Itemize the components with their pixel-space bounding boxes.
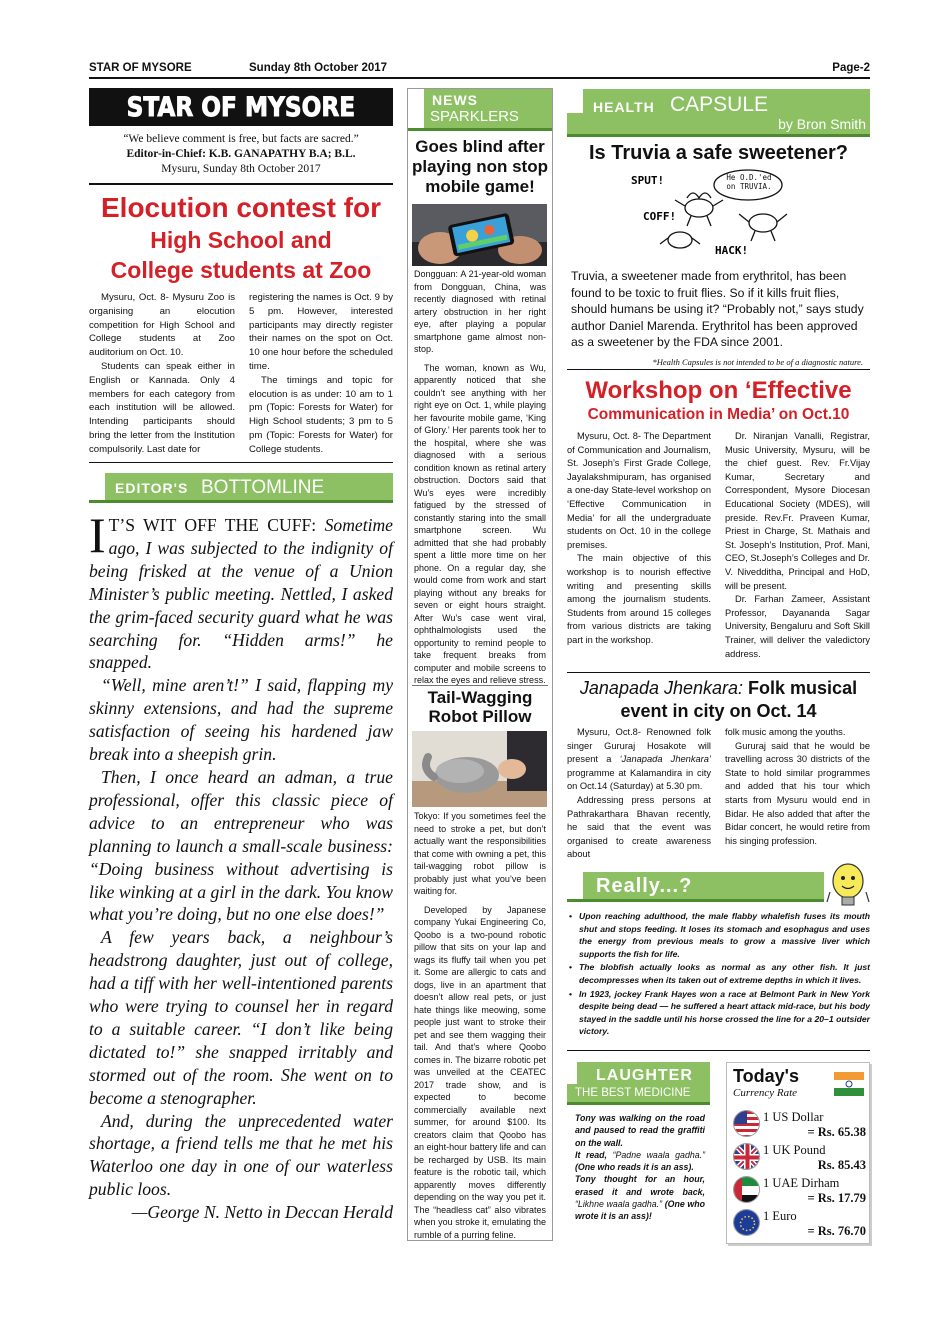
editors-paragraph: Then, I once heard an adman, a true professional, offer this classic piece of advice to an entrepreneur who was planning to launch a small-scale business: “Doing business without advertising is like winking at a girl in the dark. You know what you’re doing, but no one else does!” bbox=[89, 766, 393, 925]
janapada-intro: Mysuru, Oct.8- Renowned folk singer Gururaj Hosakote will present a bbox=[567, 727, 711, 765]
janapada-paragraph: Gururaj said that he would be travelling across 30 districts of the State to hold similar programmes and added that his tour which starts from Mysuru would end in Bidar. He also added that after the Bidar concert, he would retire from his singing profession. bbox=[725, 740, 870, 846]
janapada-intro-rest: programme at Kalamandira in city on Oct.14 (Saturday) at 5.30 pm. bbox=[567, 767, 711, 792]
really-banner bbox=[567, 872, 824, 902]
laughter-line: Tony was walking on the road and paused to read the graffiti on the wall. bbox=[575, 1113, 705, 1148]
really-facts-list bbox=[567, 910, 870, 1039]
elocution-column-1 bbox=[89, 291, 235, 457]
us-flag-icon bbox=[733, 1110, 760, 1137]
uk-flag bbox=[734, 1144, 760, 1170]
janapada-paragraph: folk music among the youths. bbox=[725, 727, 846, 737]
really-fact-item: • Upon reaching adulthood, the male flabby whalefish fuses its mouth shut and stops feeding. It loses its stomach and esophagus and uses the energy from previous meals to grow a massive liver which supports the fish for life. bbox=[567, 910, 870, 960]
workshop-rule bbox=[567, 672, 870, 673]
laughter-text-part: It read, bbox=[575, 1149, 613, 1160]
health-label-light: CAPSULE bbox=[670, 93, 769, 116]
banner-notch bbox=[567, 1062, 577, 1084]
laughter-graffiti-1: “Padne waala gadha.” bbox=[612, 1149, 705, 1160]
laughter-banner bbox=[567, 1062, 710, 1105]
laughter-text-part: (One who wrote it is an ass)! bbox=[575, 1199, 706, 1222]
workshop-column-1 bbox=[567, 430, 711, 648]
health-label-bold: HEALTH bbox=[593, 99, 655, 115]
elocution-headline-line3: College students at Zoo bbox=[110, 257, 372, 283]
masthead-logo-text: STAR OF MYSORE bbox=[126, 91, 356, 123]
editors-label-bold: EDITOR'S bbox=[115, 480, 189, 496]
elocution-paragraph: Mysuru, Oct. 8- Mysuru Zoo is organising an elocution competition for High School and College students at Zoo auditorium on Oct. 10. bbox=[89, 292, 235, 359]
uk-flag-icon bbox=[733, 1143, 760, 1170]
laughter-graffiti-2: “Likhne waala gadha.” bbox=[575, 1199, 663, 1210]
currency-value: = Rs. 65.38 bbox=[807, 1125, 866, 1139]
masthead-logo bbox=[89, 88, 393, 126]
masthead-dateline: Mysuru, Sunday 8th October 2017 bbox=[161, 163, 321, 175]
janapada-column-1 bbox=[567, 726, 711, 862]
elocution-column-2 bbox=[249, 291, 393, 457]
laughter-label: LAUGHTER bbox=[596, 1067, 693, 1084]
editors-bottomline-banner bbox=[89, 473, 393, 503]
news-label-bold: NEWS bbox=[432, 92, 478, 108]
really-fact-item: • In 1923, jockey Frank Hayes won a race at Belmont Park in New York despite being dead — he suffered a heart attack mid-race, but his body stayed in the saddle until his horse crossed the line for a 20–1 outsider victory. bbox=[567, 988, 870, 1038]
janapada-headline-line2: event in city on Oct. 14 bbox=[620, 701, 817, 721]
editors-lead-paragraph bbox=[89, 507, 393, 674]
elocution-rule bbox=[89, 462, 393, 463]
health-headline: Is Truvia a safe sweetener? bbox=[588, 142, 849, 164]
editors-lead-rest: Sometime ago, I was subjected to the indignity of being frisked at the venue of a Union Minister’s public meeting. Nettled, I asked the grim-faced security guard what he was searching for. “Hidden arms!” he snapped. bbox=[89, 515, 393, 673]
masthead-info bbox=[89, 132, 393, 177]
cartoon-hack-text: HACK! bbox=[715, 244, 749, 257]
currency-value: = Rs. 17.79 bbox=[807, 1191, 866, 1205]
news-paragraph: Developed by Japanese company Yukai Engineering Co, Qoobo is a two-pound robotic pillow that sits on your lap and wags its fluffy tail when you pet it. Some are allergic to cats and dogs, live in an apartment that doesn’t allow real pets, or just hate things like meowing, some people just want to stroke their pet and see them wagging their tail. And that’s where Qoobo comes in. The bizarre robotic pet was unveiled at the CEATEC 2017 trade show, and is expected to become commercially available next summer, for around $100. Its creators claim that Qoobo has an eight-hour battery life and can be recharged by USB. Its main feature is the robotic tail, which apparently moves differently depending on the way you pet it. The “headless cat” also vibrates when you stroke it, emulating the rumble of a purring feline. bbox=[414, 904, 546, 1240]
elocution-paragraph: registering the names is Oct. 9 by 5 pm. However, interested participants may directly register their names on the spot on Oct. 10 one hour before the scheduled time. bbox=[249, 292, 393, 372]
banner-notch bbox=[89, 473, 105, 500]
uae-flag bbox=[734, 1177, 760, 1203]
header-rule bbox=[89, 77, 870, 79]
lightbulb-icon bbox=[826, 862, 870, 910]
editors-paragraph: A few years back, a neighbour’s headstrong daughter, just out of college, had a tiff with her well-intentioned parents who were trying to counsel her in regard to a suitable career. “I don’t like being dictated to!” she snapped irritably and stormed out of the room. She went on to become a stenographer. bbox=[89, 927, 393, 1108]
editors-paragraph: And, during the unprecedented water shortage, a friend tells me that he met his Waterloo one day in one of our waterless public loos. bbox=[89, 1110, 393, 1200]
janapada-paragraph: Addressing press persons at Pathrakarthara Bhavan recently, he said that the event was organised to create awareness about bbox=[567, 794, 711, 860]
health-disclaimer: *Health Capsules is not intended to be of a diagnostic nature. bbox=[652, 357, 863, 367]
editors-lead-caps: T’S WIT OFF THE CUFF: bbox=[108, 515, 317, 535]
janapada-programme-title: ‘Janapada Jhenkara’ bbox=[619, 754, 711, 765]
laughter-text-part: (One who reads it is an ass). bbox=[575, 1162, 694, 1173]
currency-row-usd bbox=[733, 1110, 868, 1142]
currency-name: 1 US Dollar bbox=[763, 1110, 824, 1124]
editors-dropcap: I bbox=[89, 507, 106, 563]
workshop-paragraph: Dr. Niranjan Vanalli, Registrar, Music University, Mysuru, will be the chief guest. Rev. Fr.Vijay Kumar, Secretary and Correspondent, Mysore Diocesan Educational Society (MDES), will preside. Rev.Fr. Praveen Kumar, Priest in Charge, St. Mathais and St. Joseph’s Institution, Prof. Mani, CEO, St.Joseph’s Colleges and Dr. V. Nivedditha, Principal and HoD, will be present. bbox=[725, 431, 870, 591]
currency-name: 1 UAE Dirham bbox=[763, 1176, 840, 1190]
elocution-paragraph: Students can speak either in English or Kannada. Only 4 members for each category from each institution will be allowed. Intending participants should bring the letter from the Institution compulsorily. Last date for bbox=[89, 360, 235, 455]
banner-notch bbox=[567, 872, 583, 899]
editors-label-light: BOTTOMLINE bbox=[201, 477, 325, 498]
news-label-light: SPARKLERS bbox=[430, 108, 519, 125]
elocution-headline bbox=[89, 191, 393, 285]
currency-subtitle: Currency Rate bbox=[733, 1087, 798, 1099]
banner-notch bbox=[408, 89, 424, 128]
currency-value: = Rs. 76.70 bbox=[807, 1224, 866, 1238]
india-flag-icon bbox=[834, 1069, 864, 1099]
janapada-headline bbox=[567, 677, 870, 723]
news-paragraph: Dongguan: A 21-year-old woman from Dongguan, China, was recently diagnosed with retinal artery obstruction in her right eye, after playing a popular smartphone game almost non-stop. bbox=[414, 269, 546, 354]
news-paragraph: Tokyo: If you sometimes feel the need to stroke a pet, but don’t actually want the responsibilities that come with owning a pet, this tail-wagging robot pillow is probably just what you’ve been waiting for. bbox=[414, 811, 546, 896]
news-story2-body bbox=[414, 810, 546, 1241]
news-story-divider bbox=[412, 685, 548, 686]
editors-paragraph: “Well, mine aren’t!” I said, flapping my skinny extensions, and had the supreme satisfaction of seeing his hardened jaw break into a sheepish grin. bbox=[89, 675, 393, 765]
currency-row-gbp bbox=[733, 1143, 868, 1175]
running-header bbox=[89, 62, 870, 78]
cartoon-speech-text: He O.D.'ed on TRUVIA. bbox=[726, 173, 772, 191]
news-story1-body bbox=[414, 268, 546, 687]
laughter-line bbox=[575, 1173, 705, 1222]
currency-name: 1 UK Pound bbox=[763, 1143, 826, 1157]
health-capsule-banner bbox=[567, 89, 870, 137]
masthead-editor: Editor-in-Chief: K.B. GANAPATHY B.A; B.L. bbox=[126, 148, 356, 160]
banner-notch bbox=[567, 89, 583, 113]
robot-pillow-photo bbox=[412, 731, 547, 807]
health-body: Truvia, a sweetener made from erythritol, has been found to be toxic to fruit flies. So if it kills fruit flies, should humans be using it? “Probably not,” says study author Daniel Marenda. Erythritol has been approved as a sweetener by the FDA since 2001. bbox=[571, 269, 864, 350]
workshop-column-2 bbox=[725, 430, 870, 661]
news-story2-headline: Tail-Wagging Robot Pillow bbox=[427, 688, 533, 726]
workshop-paragraph: Mysuru, Oct. 8- The Department of Communication and Journalism, St. Joseph’s First Grade College, Jayalakshmipuram, has organised a one-day State-level workshop on ‘Effective Communication in Media’ for all the undergraduate students on Oct. 10 in the college premises. bbox=[567, 431, 711, 550]
masthead-rule bbox=[89, 183, 393, 185]
robot-pillow-illustration bbox=[412, 731, 547, 807]
header-paper-name: STAR OF MYSORE bbox=[89, 62, 192, 74]
india-flag bbox=[834, 1069, 864, 1099]
currency-title: Today's bbox=[733, 1066, 799, 1086]
laughter-text-part: Tony thought for an hour, erased it and wrote back, bbox=[575, 1174, 705, 1197]
header-page-number: Page-2 bbox=[832, 62, 870, 74]
us-flag bbox=[734, 1111, 760, 1137]
currency-value: Rs. 85.43 bbox=[817, 1158, 866, 1172]
gaming-phone-photo bbox=[412, 204, 547, 266]
eu-flag bbox=[734, 1210, 760, 1236]
currency-row-eur bbox=[733, 1209, 868, 1241]
laughter-body bbox=[575, 1112, 705, 1223]
uae-flag-icon bbox=[733, 1176, 760, 1203]
really-fact-item: • The blobfish actually looks as normal as any other fish. It just decompresses when its taken out of extreme depths in which it lives. bbox=[567, 961, 870, 986]
header-date: Sunday 8th October 2017 bbox=[249, 62, 388, 74]
truvia-cartoon-drawing bbox=[625, 168, 825, 260]
currency-name: 1 Euro bbox=[763, 1209, 797, 1223]
laughter-line bbox=[575, 1149, 705, 1174]
janapada-headline-bold: Folk musical bbox=[748, 678, 858, 698]
editors-bottomline-body bbox=[89, 507, 393, 1224]
workshop-subhead: Communication in Media’ on Oct.10 bbox=[587, 406, 850, 423]
cartoon-sput-text: SPUT! bbox=[631, 174, 665, 187]
news-sparklers-banner bbox=[408, 89, 552, 131]
elocution-paragraph: The timings and topic for elocution is as under: 10 am to 1 pm (Topic: Forests for Water) for High School students; 3 pm to 5 pm (Topic: Forests for Water) for College students. bbox=[249, 374, 393, 455]
laughter-sublabel: THE BEST MEDICINE bbox=[575, 1087, 691, 1099]
masthead-motto: “We believe comment is free, but facts are sacred.” bbox=[123, 133, 359, 145]
gaming-phone-illustration bbox=[412, 204, 547, 266]
news-story1-headline: Goes blind after playing non stop mobile game! bbox=[412, 137, 548, 196]
really-label: Really...? bbox=[596, 875, 693, 897]
news-paragraph: The woman, known as Wu, apparently noticed that she couldn’t see anything with her right eye on Oct. 1, while playing her favourite mobile game, ‘King of Glory.’ Her parents took her to the hospital, where she was diagnosed with a serious condition known as retinal artery obstruction. Doctors said that Wu’s eyes were incredibly fatigued by the stressed of constantly staring into the small smartphone screen. Wu admitted that she had probably spent a little more time on her phone. On a regular day, she would come from work and start playing without any breaks for seven or eight hours straight. After Wu’s case went viral, ophthalmologists used the opportunity to remind people to take frequent breaks from computer and mobile screens to relax the eyes and relieve stress. bbox=[414, 362, 546, 685]
janapada-headline-line1 bbox=[567, 677, 870, 700]
elocution-headline-line2: High School and bbox=[150, 227, 332, 253]
janapada-paragraph bbox=[567, 726, 711, 794]
workshop-headline-line1: Workshop on ‘Effective bbox=[585, 377, 852, 404]
currency-row-aed bbox=[733, 1176, 868, 1208]
workshop-paragraph: The main objective of this workshop is to nourish effective writing and presenting skills among the journalism students. Students from around 15 colleges from various districts are taking part in the workshop. bbox=[567, 553, 711, 645]
janapada-column-2 bbox=[725, 726, 870, 848]
cartoon-coff-text: COFF! bbox=[643, 210, 677, 223]
janapada-headline-italic: Janapada Jhenkara: bbox=[579, 678, 744, 698]
really-rule bbox=[567, 1050, 870, 1051]
health-rule bbox=[567, 369, 870, 370]
workshop-headline bbox=[567, 377, 870, 425]
health-byline: by Bron Smith bbox=[778, 116, 866, 132]
workshop-paragraph: Dr. Farhan Zameer, Assistant Professor, Dayananda Sagar University, Bengaluru and Soft Skill Trainer, will deliver the valedictory address. bbox=[725, 594, 870, 659]
elocution-headline-line1: Elocution contest for bbox=[101, 192, 381, 223]
truvia-cartoon bbox=[625, 168, 825, 260]
eu-flag-icon bbox=[733, 1209, 760, 1236]
editors-credit: —George N. Netto in Deccan Herald bbox=[131, 1202, 393, 1223]
lightbulb-mascot bbox=[826, 862, 870, 910]
